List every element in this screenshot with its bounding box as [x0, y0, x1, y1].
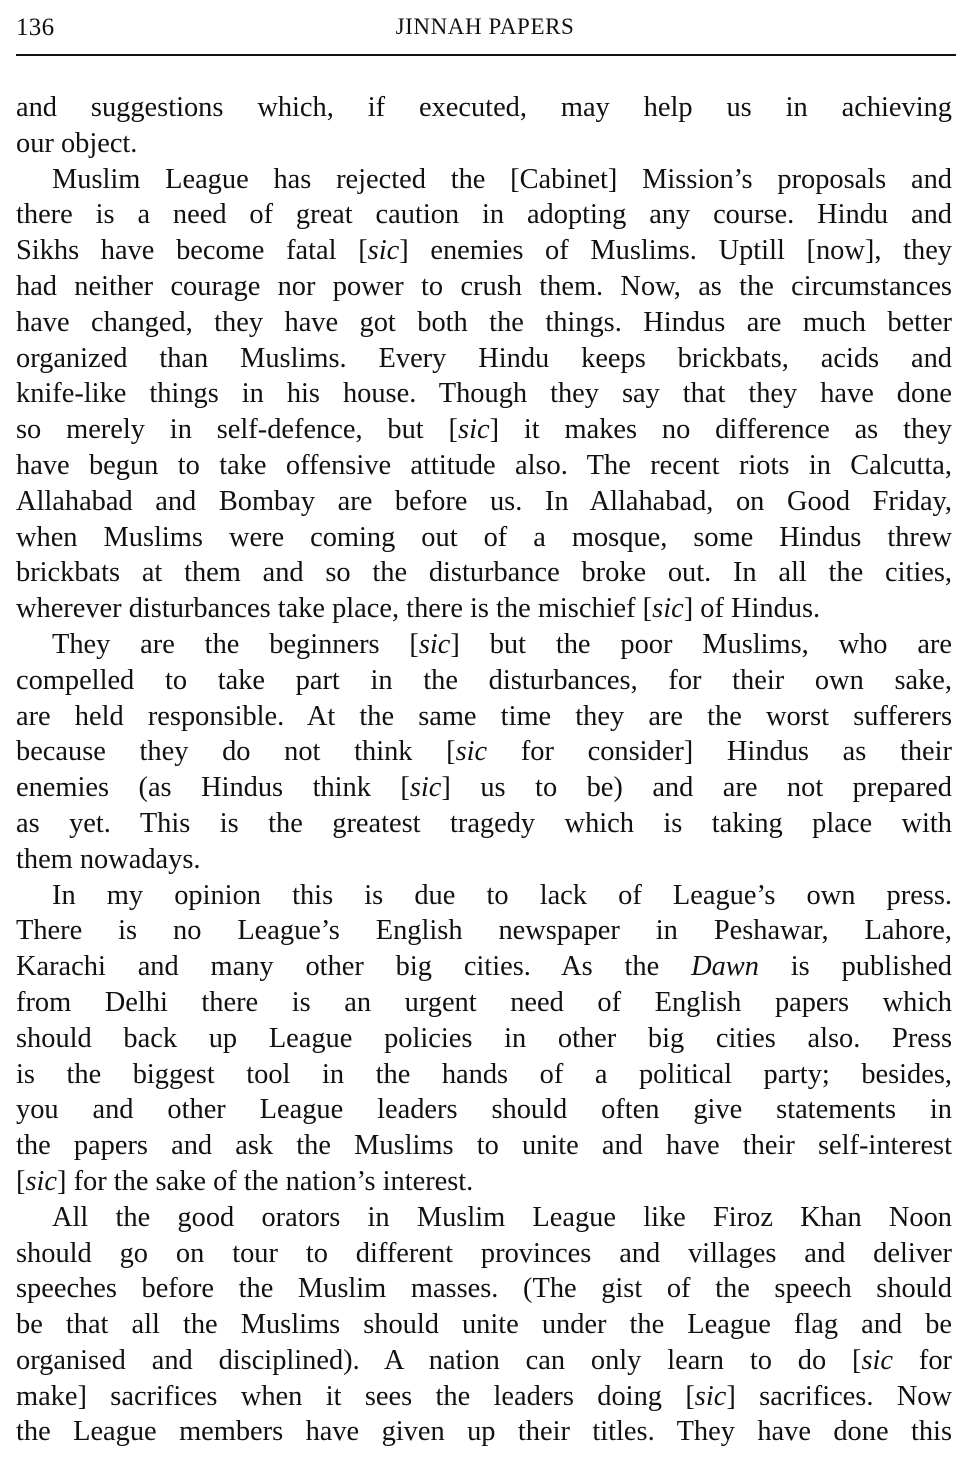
text-line: there is a need of great caution in adopting any course. Hindu and	[16, 199, 952, 231]
text-line: so merely in self-defence, but [sic] it makes no difference as they	[16, 414, 952, 446]
text-line: knife-like things in his house. Though they say that they have done	[16, 378, 952, 410]
text-line: should go on tour to different provinces and villages and deliver	[16, 1237, 952, 1269]
text-line: have begun to take offensive attitude also. The recent riots in Calcutta,	[16, 449, 952, 481]
text-line: wherever disturbances take place, there is the mischief [sic] of Hindus.	[16, 593, 821, 625]
text-line: compelled to take part in the disturbances, for their own sake,	[16, 664, 952, 696]
text-line: the League members have given up their titles. They have done this	[16, 1416, 952, 1448]
page-header	[16, 8, 954, 50]
text-line: you and other League leaders should often give statements in	[16, 1094, 952, 1126]
text-line: should back up League policies in other big cities also. Press	[16, 1022, 952, 1054]
text-line: [sic] for the sake of the nation’s interest.	[16, 1165, 474, 1197]
text-line: them nowadays.	[16, 843, 201, 875]
text-line: speeches before the Muslim masses. (The gist of the speech should	[16, 1273, 952, 1305]
text-line: and suggestions which, if executed, may help us in achieving	[16, 92, 952, 123]
text-line: organized than Muslims. Every Hindu keeps brickbats, acids and	[16, 342, 952, 374]
text-line: Allahabad and Bombay are before us. In Allahabad, on Good Friday,	[16, 485, 952, 517]
text-line: when Muslims were coming out of a mosque, some Hindus threw	[16, 521, 952, 553]
text-line: be that all the Muslims should unite under the League flag and be	[16, 1309, 952, 1341]
text-line: organised and disciplined). A nation can only learn to do [sic for	[16, 1344, 952, 1376]
text-line: Karachi and many other big cities. As the Dawn is published	[16, 951, 952, 983]
text-line: make] sacrifices when it sees the leaders doing [sic] sacrifices. Now	[16, 1380, 952, 1412]
text-line: because they do not think [sic for consider] Hindus as their	[16, 736, 952, 768]
text-line: Muslim League has rejected the [Cabinet] Mission’s proposals and	[52, 163, 952, 195]
header-rule	[16, 54, 956, 56]
text-line: had neither courage nor power to crush them. Now, as the circumstances	[16, 270, 952, 302]
text-line: the papers and ask the Muslims to unite and have their self-interest	[16, 1130, 952, 1162]
text-line: is the biggest tool in the hands of a political party; besides,	[16, 1058, 952, 1090]
text-line: as yet. This is the greatest tragedy which is taking place with	[16, 807, 952, 839]
page-number: 136	[16, 14, 55, 41]
text-line: have changed, they have got both the things. Hindus are much better	[16, 306, 952, 338]
text-line: They are the beginners [sic] but the poor Muslims, who are	[52, 628, 952, 660]
text-line: our object.	[16, 127, 138, 159]
body-text	[16, 90, 952, 1450]
text-line: In my opinion this is due to lack of League’s own press.	[52, 879, 952, 911]
running-head: JINNAH PAPERS	[395, 14, 575, 39]
text-line: Sikhs have become fatal [sic] enemies of Muslims. Uptill [now], they	[16, 235, 953, 267]
text-line: There is no League’s English newspaper in Peshawar, Lahore,	[16, 915, 952, 947]
text-line: enemies (as Hindus think [sic] us to be) and are not prepared	[16, 772, 952, 804]
text-line: All the good orators in Muslim League like Firoz Khan Noon	[52, 1201, 952, 1233]
text-line: brickbats at them and so the disturbance broke out. In all the cities,	[16, 557, 952, 589]
text-line: from Delhi there is an urgent need of English papers which	[16, 986, 952, 1018]
text-line: are held responsible. At the same time they are the worst sufferers	[16, 700, 952, 732]
